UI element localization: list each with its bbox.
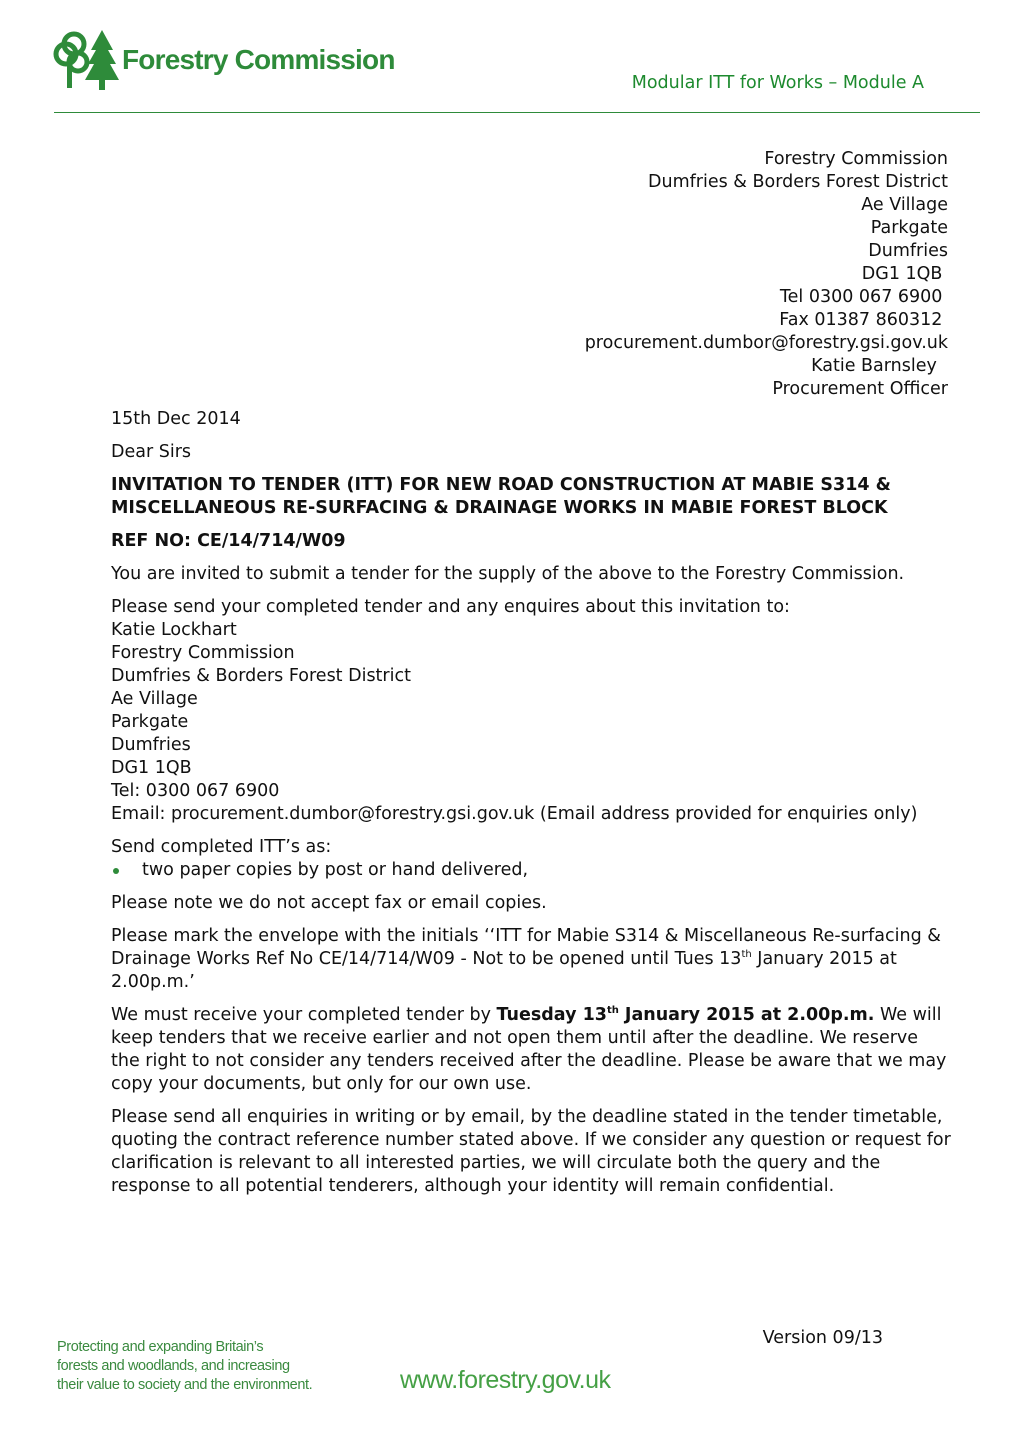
contact-line: Forestry Commission — [111, 643, 295, 663]
logo-wordmark: Forestry Commission — [122, 44, 395, 75]
contact-block — [111, 596, 951, 826]
contact-line: Dumfries — [111, 735, 191, 755]
version-label: Version 09/13 — [762, 1328, 883, 1348]
salutation: Dear Sirs — [111, 442, 192, 462]
envelope-instructions — [111, 925, 951, 994]
footer-tagline — [57, 1338, 357, 1395]
intro-paragraph: You are invited to submit a tender for the supply of the above to the Forestry Commission. — [111, 564, 905, 584]
send-as-intro: Send completed ITT’s as: — [111, 837, 332, 857]
contact-line: Ae Village — [111, 689, 198, 709]
tagline-line: their value to society and the environment. — [57, 1377, 313, 1393]
letter-subject: INVITATION TO TENDER (ITT) FOR NEW ROAD CONSTRUCTION AT MABIE S314 & MISCELLANEOUS RE-SURFACING & DRAINAGE WORKS IN MABIE FOREST BLOCK — [111, 475, 891, 518]
envelope-sup: th — [741, 949, 752, 960]
address-contact-role: Procurement Officer — [772, 379, 948, 399]
deadline-day: Tuesday 13 — [496, 1005, 607, 1025]
send-to-intro: Please send your completed tender and any enquires about this invitation to: — [111, 597, 790, 617]
forestry-commission-logo — [52, 28, 395, 92]
address-line: DG1 1QB — [861, 264, 948, 284]
letter-date: 15th Dec 2014 — [111, 409, 241, 429]
contact-line: Parkgate — [111, 712, 189, 732]
sender-address — [585, 148, 948, 401]
tagline-line: Protecting and expanding Britain’s — [57, 1339, 264, 1355]
deadline-pre: We must receive your completed tender by — [111, 1005, 497, 1025]
deadline-date: January 2015 at 2.00p.m. — [618, 1005, 875, 1025]
address-line: Forestry Commission — [764, 149, 948, 169]
contact-line: Katie Lockhart — [111, 620, 237, 640]
contact-line: Tel: 0300 067 6900 — [111, 781, 280, 801]
reference-number: REF NO: CE/14/714/W09 — [111, 531, 346, 551]
address-contact-name: Katie Barnsley — [811, 356, 948, 376]
no-fax-note: Please note we do not accept fax or email copies. — [111, 893, 547, 913]
address-fax: Fax 01387 860312 — [779, 310, 948, 330]
letter-body — [111, 408, 951, 1208]
address-line: Ae Village — [861, 195, 948, 215]
address-line: Dumfries — [868, 241, 948, 261]
contact-email-line[interactable]: Email: procurement.dumbor@forestry.gsi.gov.uk (Email address provided for enquiries only) — [111, 804, 918, 824]
send-as-block — [111, 836, 951, 882]
deadline-post: We will keep tenders that we receive earlier and not open them until after the deadline. We reserve the right to not consider any tenders received after the deadline. Please be aware that we may copy your documents, but only for our own use. — [111, 1005, 947, 1094]
address-line: Dumfries & Borders Forest District — [648, 172, 948, 192]
deadline-sup: th — [606, 1005, 619, 1016]
tagline-line: forests and woodlands, and increasing — [57, 1358, 290, 1374]
address-email[interactable]: procurement.dumbor@forestry.gsi.gov.uk — [584, 333, 948, 353]
tree-logo-icon — [52, 28, 122, 92]
contact-line: Dumfries & Borders Forest District — [111, 666, 411, 686]
contact-line: DG1 1QB — [111, 758, 192, 778]
header-divider — [54, 112, 980, 113]
enquiries-paragraph: Please send all enquiries in writing or by email, by the deadline stated in the tender timetable, quoting the contract reference number stated above. If we consider any question or request for clarification is relevant to all interested parties, we will circulate both the query and the response to all potential tenderers, although your identity will remain confidential. — [111, 1107, 951, 1196]
address-line: Parkgate — [870, 218, 948, 238]
footer-website-link[interactable]: www.forestry.gov.uk — [400, 1366, 611, 1394]
envelope-text-1: Please mark the envelope with the initials ‘‘ITT for Mabie S314 & Miscellaneous Re-surfacing & Drainage Works Ref No CE/14/714/W09 - Not to be opened until Tues 13 — [111, 926, 941, 969]
module-title: Modular ITT for Works – Module A — [631, 73, 924, 93]
envelope-text-2: January 2015 at 2.00p.m.’ — [111, 949, 897, 992]
send-as-bullet: two paper copies by post or hand delivered, — [111, 859, 951, 882]
deadline-paragraph — [111, 1004, 951, 1096]
address-phone: Tel 0300 067 6900 — [779, 287, 948, 307]
